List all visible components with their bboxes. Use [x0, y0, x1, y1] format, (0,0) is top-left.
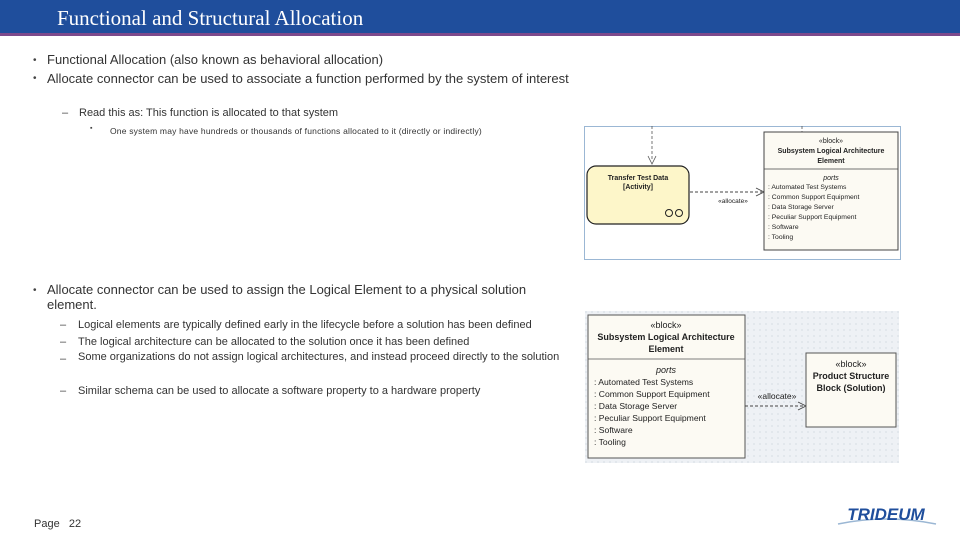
sub-bullet-software-hardware: Similar schema can be used to allocate a software property to a hardware property: [78, 385, 481, 397]
activity-name: Transfer Test Data: [607, 175, 669, 182]
ports-label: ports: [655, 365, 677, 375]
sub-sub-bullet-marker: ▪: [90, 125, 93, 132]
port-item: : Software: [768, 224, 799, 231]
dash-marker: –: [62, 107, 69, 119]
trideum-logo: [832, 504, 940, 528]
dash-marker: –: [60, 353, 67, 365]
dash-marker: –: [60, 319, 67, 331]
port-item: : Data Storage Server: [768, 204, 834, 211]
block-stereotype: «block»: [818, 138, 844, 145]
allocate-connector-label: «allocate»: [757, 391, 797, 401]
block-name-cont: Element: [817, 158, 845, 165]
block-name-cont: Block (Solution): [816, 383, 886, 393]
bullet-allocate-logical-element: Allocate connector can be used to assign the Logical Element to a physical solution element.: [47, 282, 527, 312]
structural-allocation-diagram: [585, 311, 899, 463]
block-stereotype: «block»: [835, 359, 867, 369]
sub-bullet-organizations: Some organizations do not assign logical architectures, and instead proceed directly to the solution: [78, 351, 560, 363]
functional-allocation-diagram: [584, 126, 901, 260]
sub-sub-bullet-hundreds: One system may have hundreds or thousands of functions allocated to it (directly or indirectly): [110, 126, 482, 136]
port-item: : Automated Test Systems: [768, 184, 847, 191]
page-number: 22: [68, 518, 82, 530]
bullet-marker: •: [33, 285, 37, 296]
activity-stereotype: [Activity]: [623, 184, 653, 191]
sub-bullet-logical-early: Logical elements are typically defined early in the lifecycle before a solution has been defined: [78, 319, 532, 331]
bullet-marker: •: [33, 73, 37, 84]
block-name: Subsystem Logical Architecture: [597, 332, 735, 342]
block-name: Subsystem Logical Architecture: [777, 148, 885, 155]
logo-text: TRIDEUM: [847, 505, 925, 524]
title-accent-line: [0, 33, 960, 36]
allocate-connector-label: «allocate»: [718, 198, 748, 205]
port-item: : Software: [594, 425, 633, 435]
bullet-allocate-function: Allocate connector can be used to associate a function performed by the system of interest: [47, 71, 569, 86]
dash-marker: –: [60, 336, 67, 348]
page-label: Page: [34, 518, 60, 530]
slide-title: Functional and Structural Allocation: [57, 6, 364, 30]
bullet-functional-allocation: Functional Allocation (also known as behavioral allocation): [47, 52, 384, 67]
port-item: : Peculiar Support Equipment: [768, 214, 857, 221]
sub-bullet-read-as: Read this as: This function is allocated to that system: [79, 107, 339, 119]
block-name: Product Structure: [812, 371, 890, 381]
port-item: : Tooling: [594, 437, 626, 447]
ports-label: ports: [823, 175, 839, 182]
page-indicator: [34, 518, 81, 530]
port-item: : Common Support Equipment: [768, 194, 860, 201]
block-name-cont: Element: [648, 344, 684, 354]
port-item: : Automated Test Systems: [594, 377, 694, 387]
port-item: : Data Storage Server: [594, 401, 678, 411]
port-item: : Tooling: [768, 234, 794, 241]
dash-marker: –: [60, 385, 67, 397]
port-item: : Peculiar Support Equipment: [594, 413, 706, 423]
port-item: : Common Support Equipment: [594, 389, 710, 399]
bullet-marker: •: [33, 55, 37, 66]
sub-bullet-logical-allocated: The logical architecture can be allocated to the solution once it has been defined: [78, 336, 470, 348]
block-stereotype: «block»: [650, 320, 682, 330]
